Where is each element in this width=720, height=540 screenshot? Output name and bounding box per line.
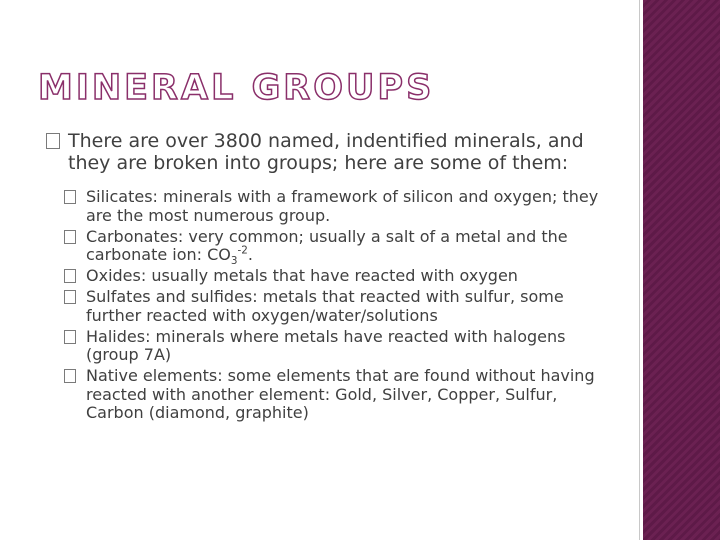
square-bullet-icon bbox=[64, 290, 76, 304]
slide-title: MINERAL GROUPS bbox=[38, 68, 435, 108]
square-bullet-icon bbox=[64, 190, 76, 204]
group-item-silicates bbox=[46, 188, 616, 225]
group-text-end: . bbox=[247, 245, 253, 264]
square-bullet-icon bbox=[64, 230, 76, 244]
square-bullet-icon bbox=[46, 133, 60, 149]
square-bullet-icon bbox=[64, 269, 76, 283]
superscript: -2 bbox=[237, 244, 248, 257]
square-bullet-icon bbox=[64, 330, 76, 344]
main-bullet-text: There are over 3800 named, indentified minerals, and they are broken into groups; here are some of them: bbox=[68, 130, 584, 174]
slide-body bbox=[46, 130, 616, 425]
group-text: Sulfates and sulfides: metals that reacted with sulfur, some further reacted with oxygen/water/solutions bbox=[86, 287, 564, 325]
square-bullet-icon bbox=[64, 369, 76, 383]
group-item-oxides bbox=[46, 267, 616, 286]
group-item-sulfates bbox=[46, 288, 616, 325]
group-text: Silicates: minerals with a framework of silicon and oxygen; they are the most numerous group. bbox=[86, 187, 599, 225]
group-text: Halides: minerals where metals have reacted with halogens (group 7A) bbox=[86, 326, 566, 364]
subscript: 3 bbox=[230, 255, 238, 268]
group-text: Native elements: some elements that are found without having reacted with another element: Gold, Silver, Copper, Sulfur, Carbon (diamond, graphite) bbox=[86, 366, 595, 422]
main-bullet bbox=[46, 130, 616, 174]
group-item-halides bbox=[46, 328, 616, 365]
group-item-native-elements bbox=[46, 367, 616, 423]
group-text: Carbonates: very common; usually a salt of a metal and the carbonate ion: CO bbox=[86, 226, 568, 264]
group-text: Oxides: usually metals that have reacted with oxygen bbox=[86, 266, 518, 285]
group-item-carbonates bbox=[46, 226, 616, 268]
decorative-sidebar bbox=[643, 0, 720, 540]
